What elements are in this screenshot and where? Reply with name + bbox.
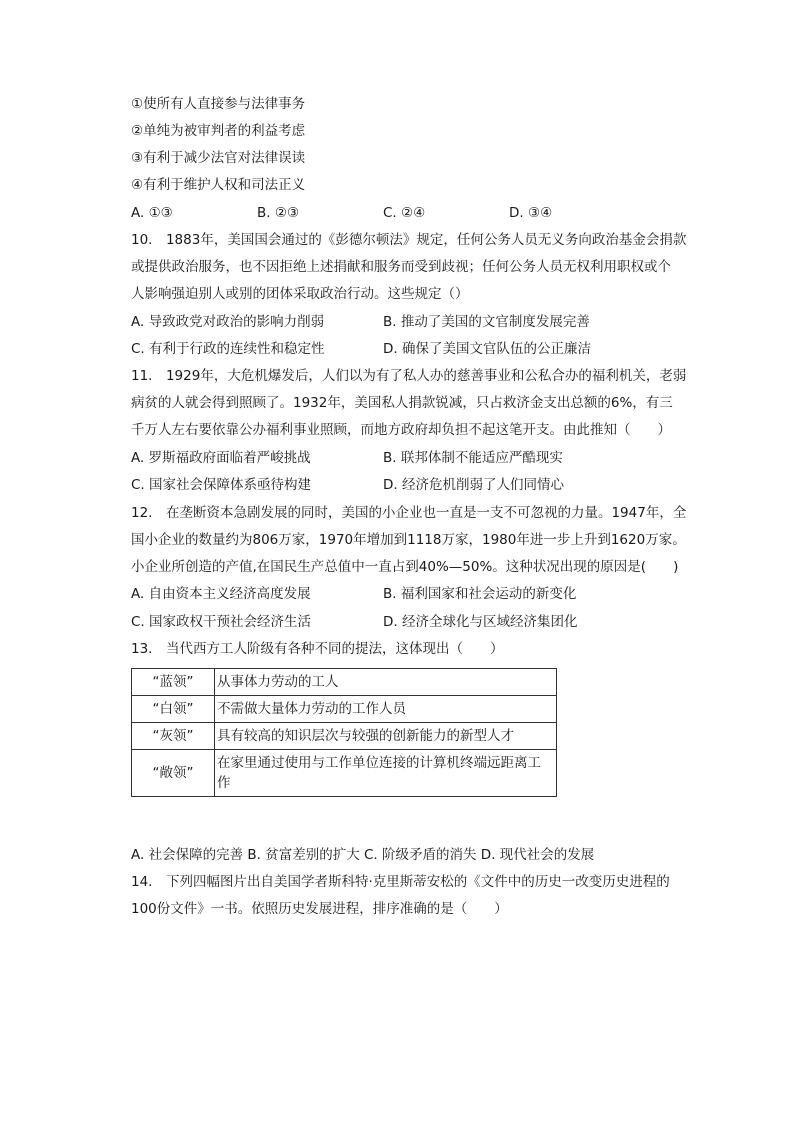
q13-term-white: “白领” bbox=[132, 696, 215, 723]
table-row bbox=[132, 750, 557, 797]
q13-term-gray: “灰领” bbox=[132, 723, 215, 750]
q9-option-b: B. ②③ bbox=[257, 205, 300, 221]
q10-stem-line-2: 或提供政治服务，也不因拒绝上述捐献和服务而受到歧视；任何公务人员无权利用职权或个 bbox=[131, 259, 671, 275]
q11-option-c: C. 国家社会保障体系亟待构建 bbox=[131, 477, 312, 493]
q10-option-b: B. 推动了美国的文官制度发展完善 bbox=[383, 314, 590, 330]
q9-item-2: ②单纯为被审判者的利益考虑 bbox=[131, 123, 306, 139]
q10-stem-line-1: 10. 1883年，美国国会通过的《彭德尔顿法》规定，任何公务人员无义务向政治基金会捐款 bbox=[131, 232, 687, 248]
q10-option-d: D. 确保了美国文官队伍的公正廉洁 bbox=[383, 341, 591, 357]
q12-stem-line-3: 小企业所创造的产值,在国民生产总值中一直占到40%—50%。这种状况出现的原因是( ) bbox=[131, 559, 679, 575]
q11-stem-line-3: 千万人左右要依靠公办福利事业照顾，而地方政府却负担不起这笔开支。由此推知（ ） bbox=[131, 422, 671, 438]
q13-table bbox=[131, 668, 557, 797]
q10-option-a: A. 导致政党对政治的影响力削弱 bbox=[131, 314, 325, 330]
q11-stem-line-2: 病贫的人就会得到照顾了。1932年，美国私人捐款锐减，只占救济金支出总额的6%，有三 bbox=[131, 395, 673, 411]
q11-option-b: B. 联邦体制不能适应严酷现实 bbox=[383, 450, 563, 466]
q12-option-c: C. 国家政权干预社会经济生活 bbox=[131, 614, 312, 630]
q9-item-4: ④有利于维护人权和司法正义 bbox=[131, 177, 306, 193]
q13-options: A. 社会保障的完善 B. 贫富差别的扩大 C. 阶级矛盾的消失 D. 现代社会的发展 bbox=[131, 847, 595, 863]
q13-desc-blue: 从事体力劳动的工人 bbox=[215, 669, 557, 696]
q9-option-a: A. ①③ bbox=[131, 205, 173, 221]
q11-stem-line-1: 11. 1929年，大危机爆发后，人们以为有了私人办的慈善事业和公私合办的福利机关，老弱 bbox=[131, 368, 687, 384]
table-row bbox=[132, 723, 557, 750]
q9-option-c: C. ②④ bbox=[383, 205, 426, 221]
q13-desc-gray: 具有较高的知识层次与较强的创新能力的新型人才 bbox=[215, 723, 557, 750]
q11-option-d: D. 经济危机削弱了人们同情心 bbox=[383, 477, 564, 493]
q12-stem-line-2: 国小企业的数量约为806万家，1970年增加到1118万家，1980年进一步上升到1620万家。 bbox=[131, 532, 686, 548]
q9-item-1: ①使所有人直接参与法律事务 bbox=[131, 96, 306, 112]
q12-option-b: B. 福利国家和社会运动的新变化 bbox=[383, 586, 577, 602]
table-row bbox=[132, 696, 557, 723]
q10-option-c: C. 有利于行政的连续性和稳定性 bbox=[131, 341, 325, 357]
q11-option-a: A. 罗斯福政府面临着严峻挑战 bbox=[131, 450, 311, 466]
q13-stem: 13. 当代西方工人阶级有各种不同的提法，这体现出（ ） bbox=[131, 641, 504, 657]
q12-option-a: A. 自由资本主义经济高度发展 bbox=[131, 586, 311, 602]
q9-item-3: ③有利于减少法官对法律误读 bbox=[131, 150, 306, 166]
q14-stem-line-1: 14. 下列四幅图片出自美国学者斯科特·克里斯蒂安松的《文件中的历史一改变历史进程的 bbox=[131, 874, 670, 890]
q14-stem-line-2: 100份文件》一书。依照历史发展进程，排序准确的是（ ） bbox=[131, 901, 508, 917]
q12-stem-line-1: 12. 在垄断资本急剧发展的同时，美国的小企业也一直是一支不可忽视的力量。1947年，全 bbox=[131, 505, 687, 521]
table-row bbox=[132, 669, 557, 696]
q13-term-blue: “蓝领” bbox=[132, 669, 215, 696]
q13-desc-open: 在家里通过使用与工作单位连接的计算机终端远距离工作 bbox=[215, 750, 557, 797]
q12-option-d: D. 经济全球化与区域经济集团化 bbox=[383, 614, 578, 630]
q13-term-open: “敞领” bbox=[132, 750, 215, 797]
q10-stem-line-3: 人影响强迫别人或别的团体采取政治行动。这些规定（） bbox=[131, 286, 469, 302]
q9-option-d: D. ③④ bbox=[509, 205, 553, 221]
q13-desc-white: 不需做大量体力劳动的工作人员 bbox=[215, 696, 557, 723]
